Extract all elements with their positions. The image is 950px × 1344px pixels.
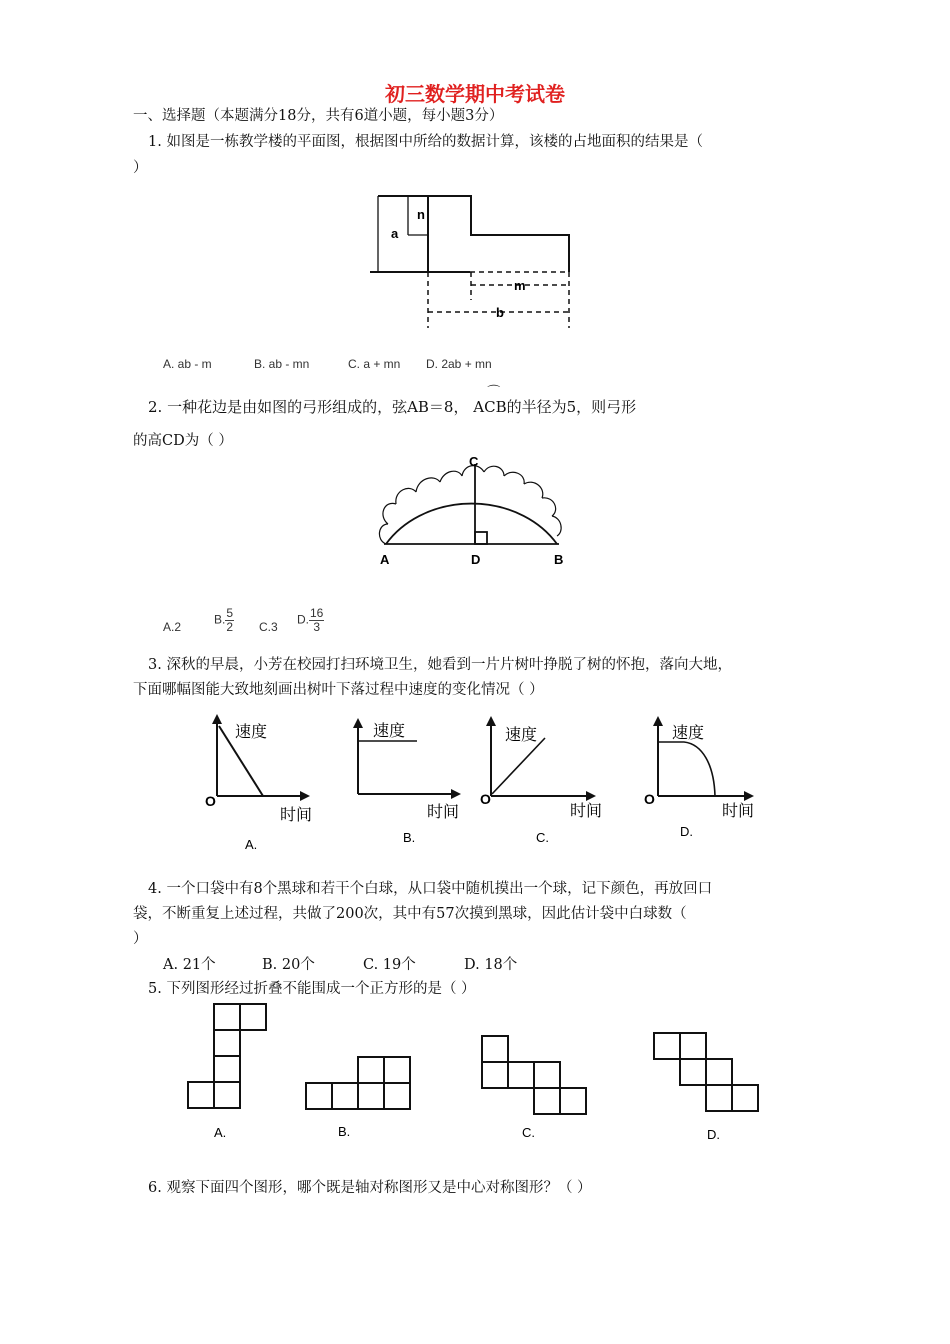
q3-b-x-label: 时间	[427, 804, 460, 821]
q2-option-b-label: B.	[214, 612, 226, 627]
q2-option-d-denominator: 3	[313, 620, 321, 634]
q3-a-x-label: 时间	[280, 807, 313, 824]
q2-text-a: 2. 一种花边是由如图的弓形组成的，弦AB＝8，	[148, 398, 469, 416]
q2-option-b	[214, 607, 234, 634]
q3-b-y-label: 速度	[373, 723, 406, 740]
section-heading: 一、选择题（本题满分18分，共有6道小题，每小题3分）	[133, 108, 504, 124]
q3-text-line1: 3. 深秋的早晨，小芳在校园打扫环境卫生，她看到一片片树叶挣脱了树的怀抱，落向大地，	[148, 657, 732, 673]
q3-graph-a	[200, 712, 320, 852]
q3-c-origin: O	[480, 791, 491, 807]
q2-option-b-denominator: 2	[226, 620, 234, 634]
q1-label-m: m	[514, 278, 526, 293]
q4-option-d: D. 18个	[464, 957, 518, 973]
q3-d-x-label: 时间	[722, 803, 755, 820]
q4-text-line1: 4. 一个口袋中有8个黑球和若干个白球，从口袋中随机摸出一个球，记下颜色，再放回口	[148, 881, 713, 897]
q3-graph-d	[640, 712, 770, 852]
q2-label-a: A	[380, 552, 390, 567]
q2-arc-symbol: ⌒	[487, 385, 501, 400]
q3-d-origin: O	[644, 791, 655, 807]
q3-option-c: C.	[536, 830, 549, 845]
q1-text-line1: 1. 如图是一栋教学楼的平面图，根据图中所给的数据计算，该楼的占地面积的结果是（	[148, 134, 703, 150]
q5-option-a: A.	[214, 1125, 227, 1140]
q2-text-line2: 的高CD为（ ）	[133, 433, 233, 449]
q3-a-y-label: 速度	[235, 724, 268, 741]
q2-label-d: D	[471, 552, 481, 567]
q2-text-line1	[148, 385, 637, 419]
q6-text: 6. 观察下面四个图形，哪个既是轴对称图形又是中心对称图形？（ ）	[148, 1180, 592, 1196]
q2-label-b: B	[554, 552, 564, 567]
q1-option-d: D. 2ab + mn	[426, 357, 492, 371]
q2-label-c: C	[469, 454, 479, 469]
q2-text-b: 的半径为5，则弓形	[506, 398, 637, 416]
q5-text: 5. 下列图形经过折叠不能围成一个正方形的是（ ）	[148, 981, 476, 997]
q4-text-line2: 袋，不断重复上述过程，共做了200次，其中有57次摸到黑球，因此估计袋中白球数（	[133, 906, 687, 922]
q3-option-b: B.	[403, 830, 416, 845]
q1-text-line2: ）	[133, 160, 148, 176]
q2-option-a: A.2	[163, 620, 182, 634]
q2-option-d	[297, 607, 324, 634]
q1-option-a: A. ab - m	[163, 357, 212, 371]
page-title: 初三数学期中考试卷	[385, 82, 565, 106]
q1-floor-plan-diagram	[370, 188, 585, 333]
q4-option-b: B. 20个	[262, 957, 315, 973]
q1-label-n: n	[417, 207, 425, 222]
q3-d-y-label: 速度	[672, 725, 705, 742]
q3-option-d: D.	[680, 824, 693, 839]
q4-text-line3: ）	[133, 931, 148, 947]
q2-option-b-fraction	[225, 607, 234, 634]
q4-option-a: A. 21个	[163, 957, 216, 973]
q5-option-c: C.	[522, 1125, 535, 1140]
q2-option-d-fraction	[309, 607, 324, 634]
q3-option-a: A.	[245, 837, 258, 852]
q5-nets-diagram	[180, 1000, 780, 1145]
q3-text-line2: 下面哪幅图能大致地刻画出树叶下落过程中速度的变化情况（ ）	[133, 682, 544, 698]
q1-option-b: B. ab - mn	[254, 357, 310, 371]
q3-c-y-label: 速度	[505, 727, 538, 744]
q2-option-d-label: D.	[297, 612, 309, 627]
q2-arc-notation	[473, 385, 507, 419]
q2-option-d-numerator: 16	[310, 606, 324, 620]
q5-option-d: D.	[707, 1127, 720, 1142]
q2-arc-label: ACB	[473, 398, 507, 416]
q3-graph-b	[345, 712, 470, 852]
q1-label-b: b	[496, 305, 504, 320]
q5-option-b: B.	[338, 1124, 351, 1139]
q2-option-c: C.3	[259, 620, 278, 634]
q3-c-x-label: 时间	[570, 803, 603, 820]
q2-option-b-numerator: 5	[226, 606, 234, 620]
q3-a-origin: O	[205, 793, 216, 809]
q1-label-a: a	[391, 226, 399, 241]
q2-arc-diagram	[372, 452, 572, 570]
q3-graph-c	[475, 712, 610, 852]
q4-option-c: C. 19个	[363, 957, 416, 973]
q1-option-c: C. a + mn	[348, 357, 401, 371]
